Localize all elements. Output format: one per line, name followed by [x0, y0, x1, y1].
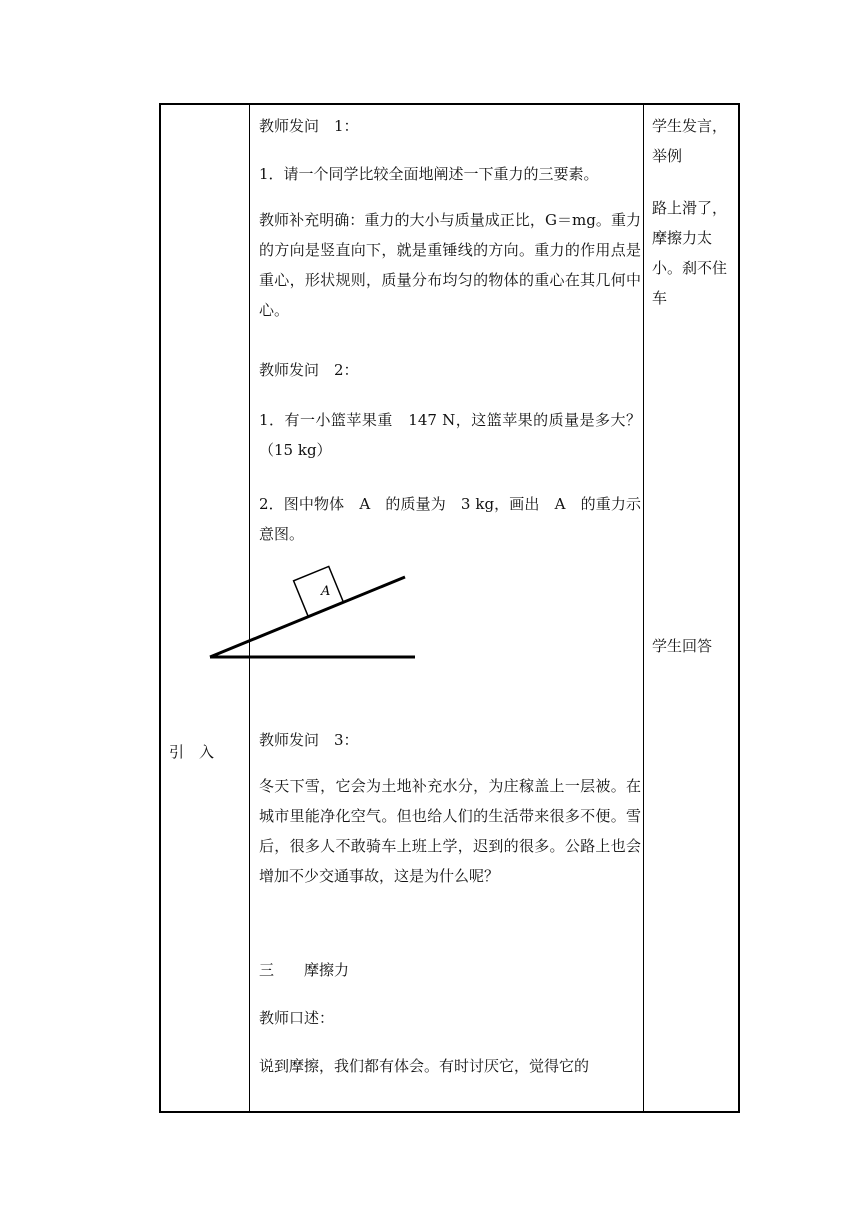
student-response-1: 学生发言，举例: [652, 117, 728, 165]
column-divider: [643, 105, 644, 1111]
narration-text: 说到摩擦，我们都有体会。有时讨厌它，觉得它的: [259, 1057, 590, 1075]
q1-item1: 1．请一个同学比较全面地阐述一下重力的三要素。: [259, 165, 599, 183]
incline-diagram: [200, 562, 440, 672]
narration-title: 教师口述：: [259, 1009, 335, 1027]
q3-title: 教师发问 3：: [259, 731, 359, 749]
student-response-3: 学生回答: [652, 637, 713, 655]
student-response-2: 路上滑了，摩擦力太小。刹不住车: [652, 199, 728, 307]
q1-title: 教师发问 1：: [259, 117, 359, 135]
section-label: 引 入: [169, 743, 215, 761]
block-a: [294, 566, 344, 616]
q2-item2: 2．图中物体 A 的质量为 3 kg，画出 A 的重力示意图。: [259, 495, 641, 543]
incline-figure: [200, 562, 440, 672]
block-a-label: A: [321, 584, 331, 599]
q3-text: 冬天下雪，它会为土地补充水分，为庄稼盖上一层被。在城市里能净化空气。但也给人们的生活带来很多不便。雪后，很多人不敢骑车上班上学，迟到的很多。公路上也会增加不少交通事故，这是为什么呢？: [259, 777, 641, 885]
section-heading: 三 摩擦力: [259, 961, 350, 979]
q2-item1: 1．有一小篮苹果重 147 N，这篮苹果的质量是多大？（15 kg）: [259, 411, 641, 459]
q1-supplement: 教师补充明确：重力的大小与质量成正比，G＝mg。重力的方向是竖直向下，就是重锤线的方向。重力的作用点是重心，形状规则，质量分布均匀的物体的重心在其几何中心。: [259, 211, 641, 319]
q2-title: 教师发问 2：: [259, 361, 359, 379]
